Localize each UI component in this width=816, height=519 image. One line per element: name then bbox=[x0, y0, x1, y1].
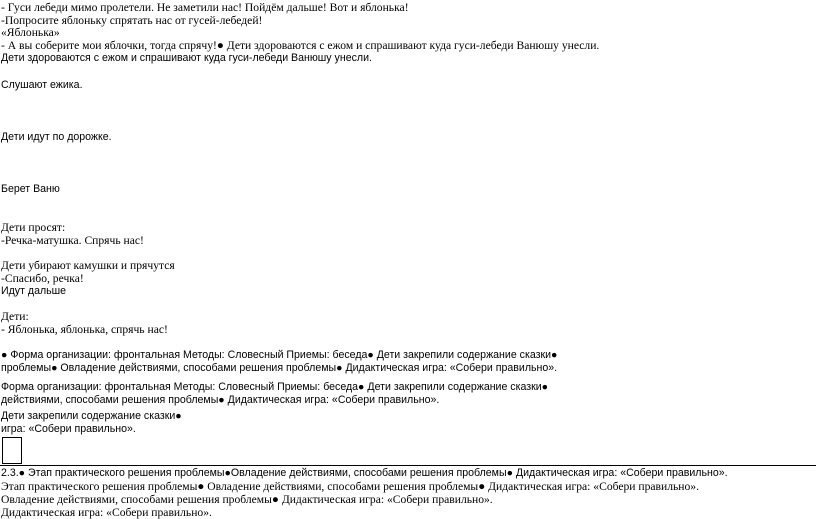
text-line: Дети убирают камушки и прячутся bbox=[1, 259, 175, 272]
text-line: «Яблонька» bbox=[1, 26, 60, 39]
text-line: игра: «Собери правильно». bbox=[1, 423, 136, 435]
text-line: Слушают ежика. bbox=[1, 79, 83, 91]
text-line: Дети: bbox=[1, 310, 29, 323]
text-line: Дети здороваются с ежом и спрашивают куда гуси-лебеди Ванюшу унесли. bbox=[1, 52, 372, 64]
text-line: -Попросите яблоньку спрятать нас от гусей-лебедей! bbox=[1, 14, 263, 27]
text-line: ● Форма организации: фронтальная Методы: Словесный Приемы: беседа● Дети закрепили содержание сказки● bbox=[1, 349, 558, 361]
text-line: - Гуси лебеди мимо пролетели. Не заметили нас! Пойдём дальше! Вот и яблонька! bbox=[1, 1, 409, 14]
text-line: 2.3.● Этап практического решения проблемы●Овладение действиями, способами решения проблемы● Дидактическая игра: «Собери правильно». bbox=[1, 467, 728, 479]
text-line: - Яблонька, яблонька, спрячь нас! bbox=[1, 323, 168, 336]
text-line: проблемы● Овладение действиями, способами решения проблемы● Дидактическая игра: «Собери правильно». bbox=[1, 362, 558, 374]
text-line: Берет Ваню bbox=[1, 183, 60, 195]
horizontal-rule bbox=[0, 465, 816, 466]
text-line: Овладение действиями, способами решения проблемы● Дидактическая игра: «Собери правильно». bbox=[1, 493, 493, 506]
text-line: Дидактическая игра: «Собери правильно». bbox=[1, 506, 212, 519]
empty-frame-box bbox=[2, 437, 22, 464]
text-line: действиями, способами решения проблемы● Дидактическая игра: «Собери правильно». bbox=[1, 394, 440, 406]
text-line: -Спасибо, речка! bbox=[1, 272, 84, 285]
text-line: - А вы соберите мои яблочки, тогда спрячу!● Дети здороваются с ежом и спрашивают куда гуси-лебеди Ванюшу унесли. bbox=[1, 39, 600, 52]
text-line: Дети закрепили содержание сказки● bbox=[1, 410, 182, 422]
text-line: Дети идут по дорожке. bbox=[1, 131, 112, 143]
text-line: Форма организации: фронтальная Методы: Словесный Приемы: беседа● Дети закрепили содержание сказки● bbox=[1, 381, 549, 393]
text-line: -Речка-матушка. Спрячь нас! bbox=[1, 234, 144, 247]
text-line: Идут дальше bbox=[1, 285, 67, 297]
text-line: Дети просят: bbox=[1, 221, 66, 234]
text-line: Этап практического решения проблемы● Овладение действиями, способами решения проблемы● Дидактическая игра: «Собери правильно». bbox=[1, 480, 700, 493]
